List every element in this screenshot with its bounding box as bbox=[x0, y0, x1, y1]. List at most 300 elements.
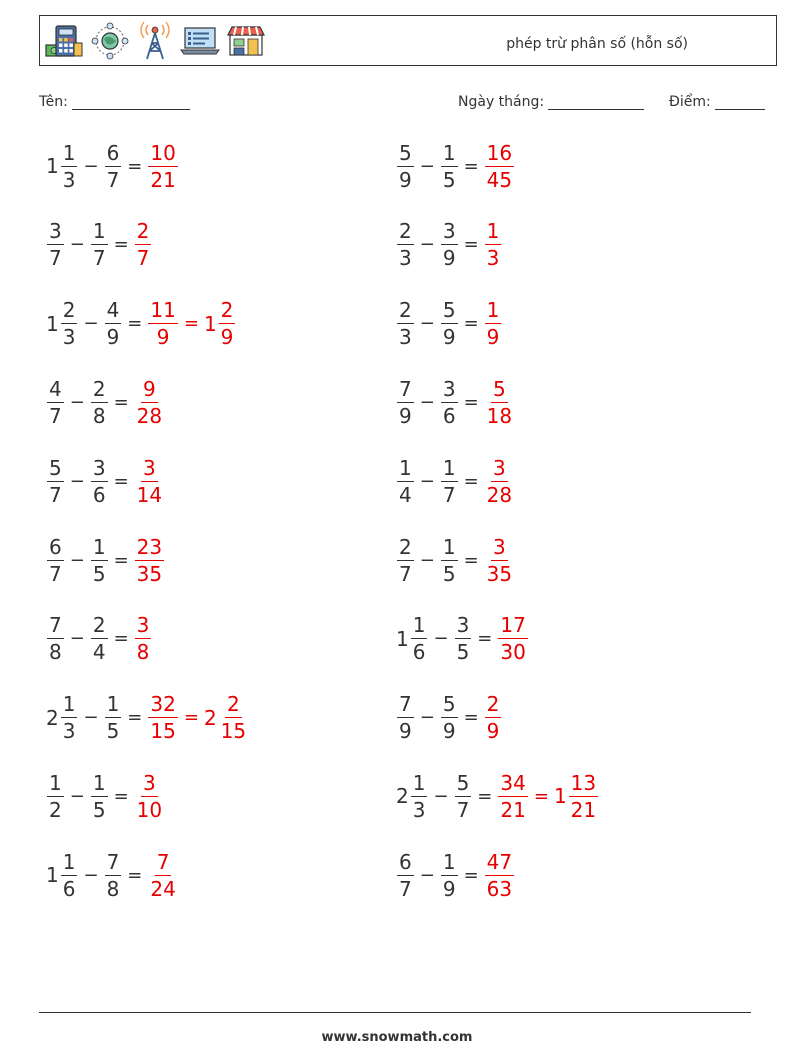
minus-sign: − bbox=[419, 155, 435, 177]
numerator: 1 bbox=[62, 692, 76, 717]
numerator: 3 bbox=[49, 219, 62, 244]
fraction bbox=[47, 219, 64, 271]
fraction bbox=[441, 455, 458, 507]
numerator: 2 bbox=[136, 219, 150, 244]
numerator: 1 bbox=[92, 219, 106, 244]
fraction bbox=[148, 140, 177, 192]
numerator: 2 bbox=[399, 534, 412, 559]
fraction bbox=[397, 534, 414, 586]
whole-number: 2 bbox=[396, 784, 409, 809]
numerator: 1 bbox=[62, 849, 76, 874]
fraction bbox=[135, 534, 164, 586]
answer bbox=[134, 534, 165, 586]
numerator: 13 bbox=[570, 770, 597, 795]
numerator: 3 bbox=[442, 219, 456, 244]
answer bbox=[484, 849, 515, 901]
numerator: 2 bbox=[92, 376, 106, 401]
denominator: 6 bbox=[412, 640, 426, 665]
equals-sign: = bbox=[463, 234, 479, 256]
numerator: 5 bbox=[399, 140, 412, 165]
problem-10 bbox=[396, 450, 515, 512]
whole-number: 1 bbox=[46, 311, 59, 336]
problem-19 bbox=[46, 844, 179, 906]
fraction bbox=[61, 140, 78, 192]
minus-sign: − bbox=[69, 470, 85, 492]
answer bbox=[484, 692, 503, 744]
fraction bbox=[397, 692, 414, 744]
minus-sign: − bbox=[433, 785, 449, 807]
denominator: 15 bbox=[150, 719, 176, 744]
numerator: 23 bbox=[136, 534, 163, 559]
minus-sign: − bbox=[69, 234, 85, 256]
fraction bbox=[498, 613, 527, 665]
numerator: 2 bbox=[227, 692, 240, 717]
denominator: 9 bbox=[442, 719, 456, 744]
footer-url: www.snowmath.com bbox=[321, 1030, 473, 1045]
fraction bbox=[91, 770, 108, 822]
fraction bbox=[441, 219, 458, 271]
denominator: 9 bbox=[486, 719, 500, 744]
fraction bbox=[91, 219, 108, 271]
fraction bbox=[219, 692, 248, 744]
footer-divider bbox=[39, 1012, 751, 1013]
name-label: Tên: bbox=[39, 94, 68, 110]
problem-11 bbox=[46, 529, 165, 591]
numerator: 3 bbox=[456, 613, 470, 638]
fraction bbox=[485, 534, 514, 586]
denominator: 21 bbox=[150, 167, 176, 192]
answer bbox=[134, 376, 165, 428]
fraction bbox=[569, 770, 598, 822]
equals-sign: = bbox=[463, 707, 479, 729]
problem-5 bbox=[46, 293, 236, 355]
denominator: 7 bbox=[106, 167, 120, 192]
denominator: 4 bbox=[399, 482, 412, 507]
numerator: 1 bbox=[442, 534, 456, 559]
minus-sign: − bbox=[69, 785, 85, 807]
fraction bbox=[485, 376, 514, 428]
numerator: 1 bbox=[442, 849, 456, 874]
problem-16 bbox=[396, 687, 502, 749]
denominator: 7 bbox=[49, 403, 62, 428]
denominator: 7 bbox=[49, 482, 62, 507]
equals-sign: = bbox=[113, 234, 129, 256]
denominator: 9 bbox=[106, 325, 120, 350]
numerator: 1 bbox=[49, 770, 62, 795]
denominator: 24 bbox=[150, 876, 176, 901]
denominator: 9 bbox=[486, 325, 500, 350]
equals-sign: = bbox=[113, 549, 129, 571]
denominator: 18 bbox=[486, 403, 513, 428]
score-field[interactable] bbox=[669, 94, 765, 110]
denominator: 8 bbox=[49, 640, 62, 665]
numerator: 5 bbox=[442, 298, 456, 323]
problem-1 bbox=[46, 135, 179, 197]
denominator: 9 bbox=[156, 325, 170, 350]
denominator: 5 bbox=[442, 167, 456, 192]
problem-9 bbox=[46, 450, 165, 512]
denominator: 5 bbox=[106, 719, 120, 744]
denominator: 7 bbox=[456, 797, 470, 822]
equals-sign: = bbox=[113, 470, 129, 492]
denominator: 9 bbox=[442, 325, 456, 350]
minus-sign: − bbox=[433, 628, 449, 650]
equals-sign: = bbox=[183, 707, 199, 729]
denominator: 9 bbox=[399, 719, 412, 744]
name-field[interactable] bbox=[39, 94, 190, 110]
fraction bbox=[91, 376, 108, 428]
numerator: 3 bbox=[136, 613, 150, 638]
answer bbox=[484, 219, 503, 271]
minus-sign: − bbox=[419, 864, 435, 886]
answer bbox=[497, 770, 599, 822]
denominator: 14 bbox=[136, 482, 163, 507]
denominator: 3 bbox=[62, 719, 76, 744]
numerator: 7 bbox=[399, 692, 412, 717]
equals-sign: = bbox=[127, 155, 143, 177]
equals-sign: = bbox=[463, 864, 479, 886]
answer bbox=[134, 455, 165, 507]
denominator: 45 bbox=[486, 167, 513, 192]
numerator: 5 bbox=[442, 692, 456, 717]
numerator: 1 bbox=[92, 534, 106, 559]
numerator: 3 bbox=[493, 534, 506, 559]
numerator: 1 bbox=[486, 298, 500, 323]
fraction bbox=[485, 849, 514, 901]
fraction bbox=[219, 298, 236, 350]
problem-2 bbox=[396, 135, 515, 197]
denominator: 4 bbox=[92, 640, 106, 665]
denominator: 3 bbox=[486, 246, 500, 271]
minus-sign: − bbox=[419, 313, 435, 335]
numerator: 3 bbox=[92, 455, 106, 480]
denominator: 9 bbox=[399, 403, 412, 428]
fraction bbox=[47, 770, 64, 822]
numerator: 1 bbox=[412, 770, 426, 795]
denominator: 9 bbox=[442, 876, 456, 901]
store-icon bbox=[226, 25, 266, 57]
equals-sign: = bbox=[477, 628, 493, 650]
numerator: 2 bbox=[399, 219, 412, 244]
numerator: 1 bbox=[412, 613, 426, 638]
answer bbox=[134, 219, 153, 271]
equals-sign: = bbox=[127, 707, 143, 729]
equals-sign: = bbox=[463, 470, 479, 492]
problem-13 bbox=[46, 608, 152, 670]
whole-number: 1 bbox=[46, 863, 59, 888]
worksheet-title: phép trừ phân số (hỗn số) bbox=[506, 36, 688, 52]
fraction bbox=[397, 219, 414, 271]
answer bbox=[147, 849, 178, 901]
denominator: 15 bbox=[220, 719, 247, 744]
fraction bbox=[441, 692, 458, 744]
denominator: 5 bbox=[456, 640, 470, 665]
fraction bbox=[441, 849, 458, 901]
numerator: 1 bbox=[92, 770, 106, 795]
answer bbox=[147, 298, 236, 350]
fraction bbox=[61, 849, 78, 901]
minus-sign: − bbox=[83, 155, 99, 177]
numerator: 1 bbox=[442, 455, 456, 480]
date-label: Ngày tháng: bbox=[458, 94, 545, 110]
problem-18 bbox=[396, 765, 599, 827]
minus-sign: − bbox=[69, 628, 85, 650]
fraction bbox=[47, 613, 64, 665]
minus-sign: − bbox=[419, 707, 435, 729]
denominator: 7 bbox=[49, 246, 62, 271]
numerator: 7 bbox=[399, 376, 412, 401]
numerator: 1 bbox=[106, 692, 120, 717]
denominator: 9 bbox=[220, 325, 234, 350]
denominator: 28 bbox=[486, 482, 513, 507]
fraction bbox=[135, 770, 164, 822]
answer bbox=[147, 692, 249, 744]
problem-7 bbox=[46, 371, 165, 433]
score-label: Điểm: bbox=[669, 94, 711, 110]
denominator: 5 bbox=[92, 561, 106, 586]
problem-17 bbox=[46, 765, 165, 827]
problem-14 bbox=[396, 608, 529, 670]
fraction bbox=[135, 376, 164, 428]
fraction bbox=[485, 298, 502, 350]
fraction bbox=[411, 770, 428, 822]
date-line[interactable] bbox=[548, 95, 644, 110]
problem-6 bbox=[396, 293, 502, 355]
fraction bbox=[441, 140, 458, 192]
denominator: 5 bbox=[442, 561, 456, 586]
fraction bbox=[397, 849, 414, 901]
answer bbox=[484, 376, 515, 428]
numerator: 5 bbox=[49, 455, 62, 480]
fraction bbox=[105, 298, 122, 350]
numerator: 6 bbox=[49, 534, 62, 559]
fraction bbox=[135, 219, 152, 271]
numerator: 4 bbox=[49, 376, 62, 401]
equals-sign: = bbox=[463, 549, 479, 571]
denominator: 7 bbox=[442, 482, 456, 507]
numerator: 3 bbox=[442, 376, 456, 401]
whole-number: 1 bbox=[396, 626, 409, 651]
fraction bbox=[105, 849, 122, 901]
fraction bbox=[441, 534, 458, 586]
fraction bbox=[485, 140, 514, 192]
denominator: 5 bbox=[92, 797, 106, 822]
denominator: 7 bbox=[92, 246, 106, 271]
fraction bbox=[105, 140, 122, 192]
fraction bbox=[91, 534, 108, 586]
laptop-checklist-icon bbox=[180, 26, 220, 56]
minus-sign: − bbox=[69, 549, 85, 571]
denominator: 3 bbox=[399, 246, 412, 271]
numerator: 7 bbox=[106, 849, 120, 874]
minus-sign: − bbox=[419, 470, 435, 492]
numerator: 1 bbox=[399, 455, 412, 480]
denominator: 6 bbox=[442, 403, 456, 428]
denominator: 7 bbox=[399, 561, 412, 586]
minus-sign: − bbox=[419, 549, 435, 571]
fraction bbox=[47, 534, 64, 586]
equals-sign: = bbox=[533, 785, 549, 807]
numerator: 9 bbox=[143, 376, 156, 401]
denominator: 2 bbox=[49, 797, 62, 822]
problem-12 bbox=[396, 529, 515, 591]
numerator: 3 bbox=[143, 770, 156, 795]
numerator: 6 bbox=[106, 140, 120, 165]
fraction bbox=[61, 692, 78, 744]
answer bbox=[147, 140, 178, 192]
numerator: 7 bbox=[49, 613, 62, 638]
fraction bbox=[455, 770, 472, 822]
numerator: 6 bbox=[399, 849, 412, 874]
denominator: 8 bbox=[106, 876, 120, 901]
answer bbox=[484, 534, 515, 586]
numerator: 16 bbox=[486, 140, 513, 165]
fraction bbox=[485, 692, 502, 744]
header-icons bbox=[44, 21, 266, 61]
answer bbox=[484, 140, 515, 192]
numerator: 34 bbox=[500, 770, 526, 795]
numerator: 3 bbox=[143, 455, 156, 480]
equals-sign: = bbox=[477, 785, 493, 807]
numerator: 5 bbox=[493, 376, 506, 401]
fraction bbox=[91, 455, 108, 507]
denominator: 6 bbox=[62, 876, 76, 901]
answer bbox=[484, 298, 503, 350]
equals-sign: = bbox=[463, 155, 479, 177]
fraction bbox=[47, 455, 64, 507]
whole-number: 2 bbox=[203, 705, 217, 730]
fraction bbox=[455, 613, 472, 665]
denominator: 3 bbox=[62, 325, 76, 350]
fraction bbox=[441, 376, 458, 428]
numerator: 11 bbox=[150, 298, 176, 323]
denominator: 28 bbox=[136, 403, 163, 428]
whole-number: 2 bbox=[46, 705, 59, 730]
numerator: 1 bbox=[486, 219, 500, 244]
denominator: 21 bbox=[570, 797, 597, 822]
fraction bbox=[105, 692, 122, 744]
equals-sign: = bbox=[127, 864, 143, 886]
denominator: 7 bbox=[49, 561, 62, 586]
problem-8 bbox=[396, 371, 515, 433]
calculator-money-icon bbox=[44, 23, 84, 59]
denominator: 3 bbox=[412, 797, 426, 822]
fraction bbox=[148, 849, 177, 901]
numerator: 10 bbox=[150, 140, 176, 165]
fraction bbox=[441, 298, 458, 350]
denominator: 35 bbox=[136, 561, 163, 586]
fraction bbox=[411, 613, 428, 665]
radio-tower-icon bbox=[136, 21, 174, 61]
problem-20 bbox=[396, 844, 515, 906]
denominator: 35 bbox=[486, 561, 513, 586]
minus-sign: − bbox=[83, 707, 99, 729]
fraction bbox=[47, 376, 64, 428]
minus-sign: − bbox=[83, 864, 99, 886]
denominator: 8 bbox=[92, 403, 106, 428]
numerator: 2 bbox=[92, 613, 106, 638]
answer bbox=[134, 613, 153, 665]
fraction bbox=[397, 140, 414, 192]
fraction bbox=[485, 219, 502, 271]
whole-number: 1 bbox=[203, 311, 217, 336]
equals-sign: = bbox=[113, 785, 129, 807]
equals-sign: = bbox=[113, 391, 129, 413]
whole-number: 1 bbox=[46, 154, 59, 178]
equals-sign: = bbox=[127, 313, 143, 335]
fraction bbox=[61, 298, 78, 350]
fraction bbox=[135, 613, 152, 665]
fraction bbox=[397, 298, 414, 350]
denominator: 7 bbox=[136, 246, 150, 271]
fraction bbox=[148, 692, 177, 744]
minus-sign: − bbox=[69, 391, 85, 413]
denominator: 9 bbox=[442, 246, 456, 271]
numerator: 32 bbox=[150, 692, 176, 717]
equals-sign: = bbox=[463, 391, 479, 413]
answer bbox=[134, 770, 165, 822]
fraction bbox=[397, 455, 414, 507]
numerator: 1 bbox=[442, 140, 456, 165]
fraction bbox=[91, 613, 108, 665]
name-line[interactable] bbox=[72, 95, 190, 110]
numerator: 17 bbox=[500, 613, 526, 638]
denominator: 9 bbox=[399, 167, 412, 192]
problem-3 bbox=[46, 214, 152, 276]
denominator: 3 bbox=[399, 325, 412, 350]
denominator: 63 bbox=[486, 876, 513, 901]
equals-sign: = bbox=[113, 628, 129, 650]
denominator: 30 bbox=[500, 640, 526, 665]
score-line[interactable] bbox=[715, 95, 765, 110]
minus-sign: − bbox=[419, 391, 435, 413]
numerator: 2 bbox=[399, 298, 412, 323]
numerator: 2 bbox=[62, 298, 76, 323]
numerator: 47 bbox=[486, 849, 513, 874]
problem-4 bbox=[396, 214, 502, 276]
numerator: 2 bbox=[486, 692, 500, 717]
denominator: 21 bbox=[500, 797, 526, 822]
worksheet-header bbox=[39, 15, 777, 66]
minus-sign: − bbox=[83, 313, 99, 335]
fraction bbox=[485, 455, 514, 507]
answer bbox=[497, 613, 528, 665]
equals-sign: = bbox=[463, 313, 479, 335]
denominator: 3 bbox=[62, 167, 76, 192]
fraction bbox=[148, 298, 177, 350]
numerator: 4 bbox=[106, 298, 120, 323]
whole-number: 1 bbox=[553, 784, 567, 809]
numerator: 5 bbox=[456, 770, 470, 795]
equals-sign: = bbox=[183, 313, 199, 335]
denominator: 8 bbox=[136, 640, 150, 665]
denominator: 7 bbox=[399, 876, 412, 901]
denominator: 6 bbox=[92, 482, 106, 507]
numerator: 7 bbox=[156, 849, 170, 874]
minus-sign: − bbox=[419, 234, 435, 256]
answer bbox=[484, 455, 515, 507]
fraction bbox=[135, 455, 164, 507]
globe-network-icon bbox=[90, 22, 130, 60]
problem-15 bbox=[46, 687, 249, 749]
numerator: 2 bbox=[220, 298, 234, 323]
fraction bbox=[397, 376, 414, 428]
fraction bbox=[498, 770, 527, 822]
date-field[interactable] bbox=[458, 94, 644, 110]
numerator: 1 bbox=[62, 140, 76, 165]
numerator: 3 bbox=[493, 455, 506, 480]
denominator: 10 bbox=[136, 797, 163, 822]
